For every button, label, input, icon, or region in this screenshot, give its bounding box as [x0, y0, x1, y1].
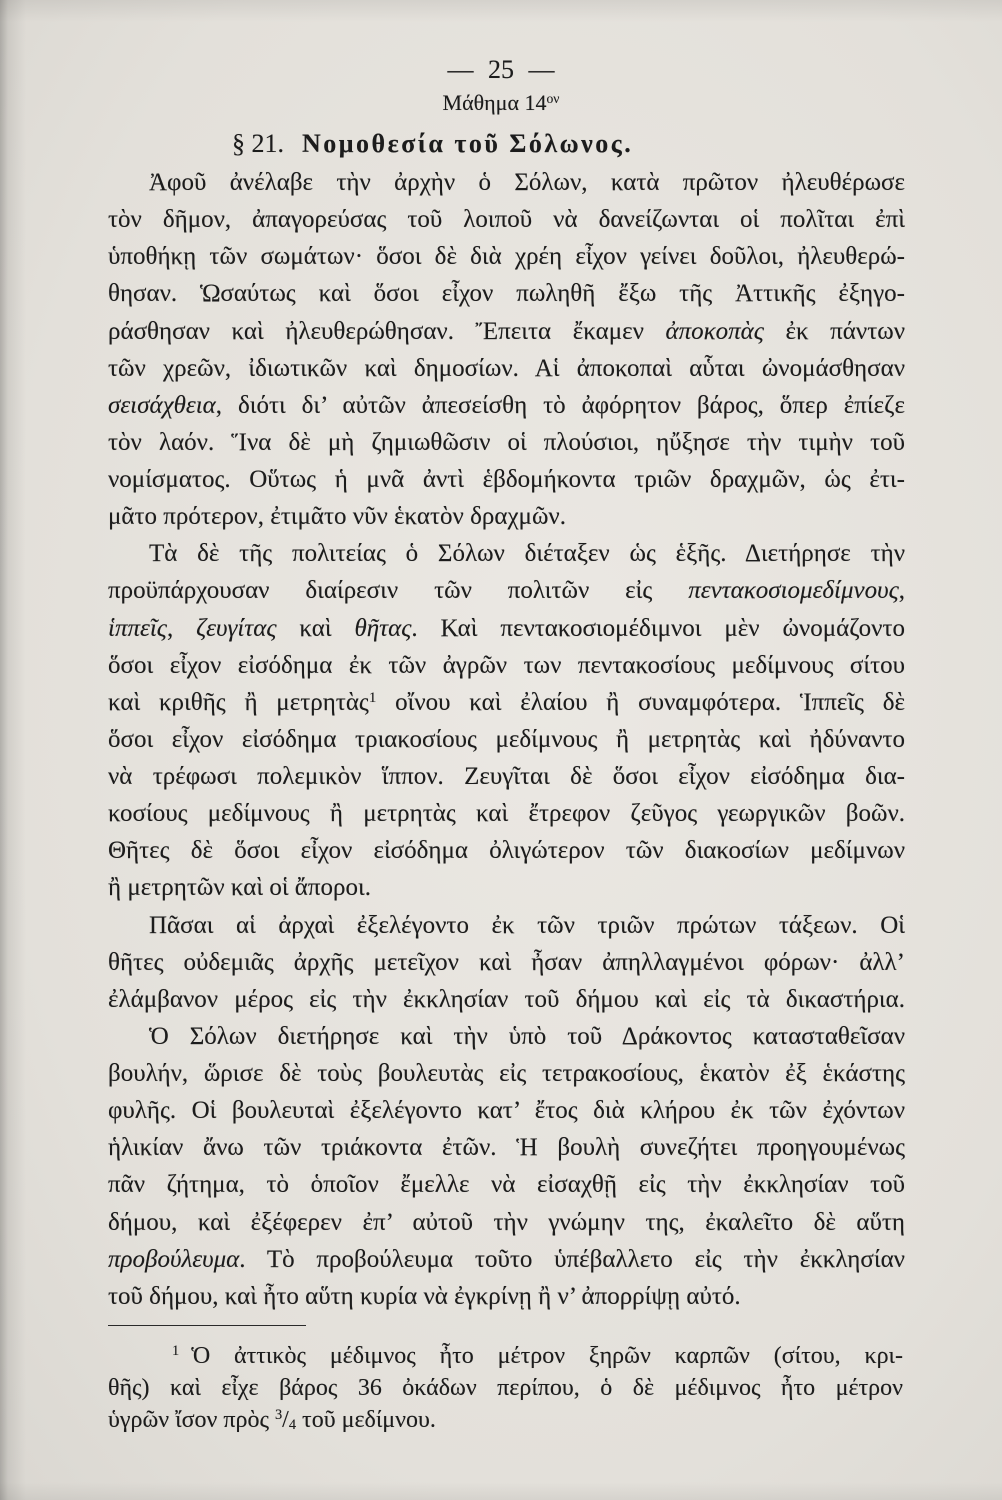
text-line: [108, 684, 905, 721]
text-run: καὶ: [276, 614, 355, 642]
text-run: ὑγρῶν ἴσον πρὸς: [108, 1407, 275, 1433]
text-line: [108, 610, 905, 647]
footnote-rule: [108, 1325, 306, 1326]
body-text: [108, 164, 905, 1315]
text-line: [108, 313, 905, 350]
italic-term: ἀποκοπὰς: [665, 317, 764, 345]
text-run: προϋπάρχουσαν διαίρεσιν τῶν πολιτῶν εἰς: [108, 577, 689, 605]
footnote-reference: 1: [368, 689, 377, 706]
text-run: ,: [166, 614, 197, 642]
text-line: Πᾶσαι αἱ ἀρχαὶ ἐξελέγοντο ἐκ τῶν τριῶν πρώτων τάξεων. Οἱ: [149, 911, 905, 939]
text-run: τοῦ μεδίμνου.: [296, 1407, 436, 1433]
text-line: τοῦ δήμου, καὶ ἦτο αὕτη κυρία νὰ ἐγκρίνῃ ἢ ν’ ἀπορρίψῃ αὐτό.: [108, 1282, 741, 1310]
lesson-ordinal-suffix: ον: [546, 91, 560, 107]
lesson-label: Μάθημα 14: [442, 90, 547, 115]
text-line: φυλῆς. Οἱ βουλευταὶ ἐξελέγοντο κατ’ ἔτος διὰ κλήρου ἐκ τῶν ἐχόντων: [108, 1097, 905, 1125]
text-line: κοσίους μεδίμνους ἢ μετρητὰς καὶ ἔτρεφον ζεῦγος γεωργικῶν βοῶν.: [108, 800, 905, 828]
text-line: Ὁ Σόλων διετήρησε καὶ τὴν ὑπὸ τοῦ Δράκοντος κατασταθεῖσαν: [149, 1022, 905, 1050]
text-line: ἡλικίαν ἄνω τῶν τριάκοντα ἐτῶν. Ἡ βουλὴ συνεζήτει προηγουμένως: [108, 1134, 905, 1162]
italic-term: ἱππεῖς: [108, 614, 167, 642]
paragraph-3: [108, 907, 905, 1018]
text-run: ἐκ πάντων: [763, 317, 905, 345]
text-run: . Καὶ πεντακοσιομέδιμνοι μὲν ὠνομάζοντο: [411, 614, 905, 642]
text-line: [108, 387, 905, 424]
text-line: θῆτες οὐδεμιᾶς ἀρχῆς μετεῖχον καὶ ἦσαν ἀπηλλαγμένοι φόρων· ἀλλ’: [108, 948, 905, 976]
italic-term: θῆτας: [354, 614, 412, 642]
text-run: , διότι δι’ αὐτῶν ἀπεσείσθη τὸ ἀφόρητον βάρος, ὅπερ ἐπίεζε: [215, 391, 905, 419]
text-line: νὰ τρέφωσι πολεμικὸν ἵππον. Ζευγῖται δὲ ὅσοι εἶχον εἰσόδημα δια-: [108, 763, 905, 790]
page-number: — 25 —: [447, 55, 555, 84]
text-run: ράσθησαν καὶ ἠλευθερώθησαν. Ἔπειτα ἔκαμεν: [108, 317, 666, 345]
paragraph-2: [108, 535, 905, 906]
section-mark: § 21.: [232, 129, 284, 158]
text-line: θησαν. Ὡσαύτως καὶ ὅσοι εἶχον πωληθῆ ἔξω τῆς Ἀττικῆς ἐξηγο-: [108, 280, 905, 308]
italic-term: πεντακοσιομεδίμνους: [688, 577, 899, 605]
text-run: ,: [898, 577, 905, 605]
text-line: ὑποθήκῃ τῶν σωμάτων· ὅσοι δὲ διὰ χρέη εἶχον γείνει δοῦλοι, ἠλευθερώ-: [108, 243, 905, 271]
lesson-heading: [0, 89, 1002, 117]
text-line: ἐλάμβανον μέρος εἰς τὴν ἐκκλησίαν τοῦ δήμου καὶ εἰς τὰ δικαστήρια.: [108, 985, 905, 1013]
paragraph-4: [108, 1018, 905, 1315]
text-line: τὸν λαόν. Ἵνα δὲ μὴ ζημιωθῶσιν οἱ πλούσιοι, ηὔξησε τὴν τιμὴν τοῦ: [108, 428, 905, 456]
text-line: πᾶν ζήτημα, τὸ ὁποῖον ἔμελλε νὰ εἰσαχθῇ εἰς τὴν ἐκκλησίαν τοῦ: [108, 1171, 905, 1199]
footnote-mark: 1: [172, 1343, 180, 1360]
footnote-line: [108, 1404, 903, 1436]
text-line: [108, 572, 905, 609]
text-line: μᾶτο πρότερον, ἐτιμᾶτο νῦν ἑκατὸν δραχμῶν.: [108, 503, 566, 531]
text-line: ὅσοι εἶχον εἰσόδημα τριακοσίους μεδίμνους ἢ μετρητὰς καὶ ἠδύναντο: [108, 725, 905, 753]
footnote: [108, 1340, 903, 1436]
footnote-line: θῆς) καὶ εἶχε βάρος 36 ὀκάδων περίπου, ὁ δὲ μέδιμνος ἦτο μέτρον: [108, 1375, 903, 1401]
italic-term: προβούλευμα: [108, 1245, 240, 1273]
text-line: [108, 1241, 905, 1278]
text-run: καὶ κριθῆς ἢ μετρητὰς: [108, 688, 369, 716]
text-line: Ἀφοῦ ἀνέλαβε τὴν ἀρχὴν ὁ Σόλων, κατὰ πρῶτον ἠλευθέρωσε: [149, 169, 905, 196]
text-run: . Τὸ προβούλευμα τοῦτο ὑπέβαλλετο εἰς τὴν ἐκκλησίαν: [239, 1245, 905, 1273]
footnote-line: [108, 1340, 903, 1372]
text-line: δήμου, καὶ ἐξέφερεν ἐπ’ αὐτοῦ τὴν γνώμην της, ἐκαλεῖτο δὲ αὕτη: [108, 1208, 905, 1236]
text-line: τὸν δῆμον, ἀπαγορεύσας τοῦ λοιποῦ νὰ δανείζωνται οἱ πολῖται ἐπὶ: [108, 206, 905, 234]
italic-term: ζευγίτας: [196, 614, 277, 642]
text-line: ὅσοι εἶχον εἰσόδημα ἐκ τῶν ἀγρῶν των πεντακοσίους μεδίμνους σίτου: [108, 651, 905, 679]
paragraph-1: [108, 164, 905, 535]
fraction-denominator: 4: [288, 1417, 297, 1434]
text-line: Θῆτες δὲ ὅσοι εἶχον εἰσόδημα ὀλιγώτερον τῶν διακοσίων μεδίμνων: [108, 837, 905, 865]
text-line: βουλήν, ὥρισε δὲ τοὺς βουλευτὰς εἰς τετρακοσίους, ἑκατὸν ἐξ ἑκάστης: [108, 1060, 905, 1087]
fraction-slash: /: [282, 1407, 289, 1433]
text-line: ἢ μετρητῶν καὶ οἱ ἄποροι.: [108, 874, 371, 902]
text-run: οἴνου καὶ ἐλαίου ἢ συναμφότερα. Ἱππεῖς δὲ: [376, 688, 905, 716]
text-line: τῶν χρεῶν, ἰδιωτικῶν καὶ δημοσίων. Αἱ ἀποκοπαὶ αὗται ὠνομάσθησαν: [108, 354, 905, 382]
fraction-numerator: 3: [274, 1407, 283, 1424]
italic-term: σεισάχθεια: [108, 391, 216, 419]
section-title: Νομοθεσία τοῦ Σόλωνος.: [302, 129, 634, 158]
section-heading: [232, 125, 633, 162]
text-line: Τὰ δὲ τῆς πολιτείας ὁ Σόλων διέταξεν ὡς ἑξῆς. Διετήρησε τὴν: [149, 540, 905, 568]
text-run: Ὁ ἀττικὸς μέδιμνος ἦτο μέτρον ξηρῶν καρπῶν (σίτου, κρι-: [191, 1343, 903, 1369]
text-line: νομίσματος. Οὕτως ἡ μνᾶ ἀντὶ ἑβδομήκοντα τριῶν δραχμῶν, ὡς ἐτι-: [108, 466, 905, 493]
